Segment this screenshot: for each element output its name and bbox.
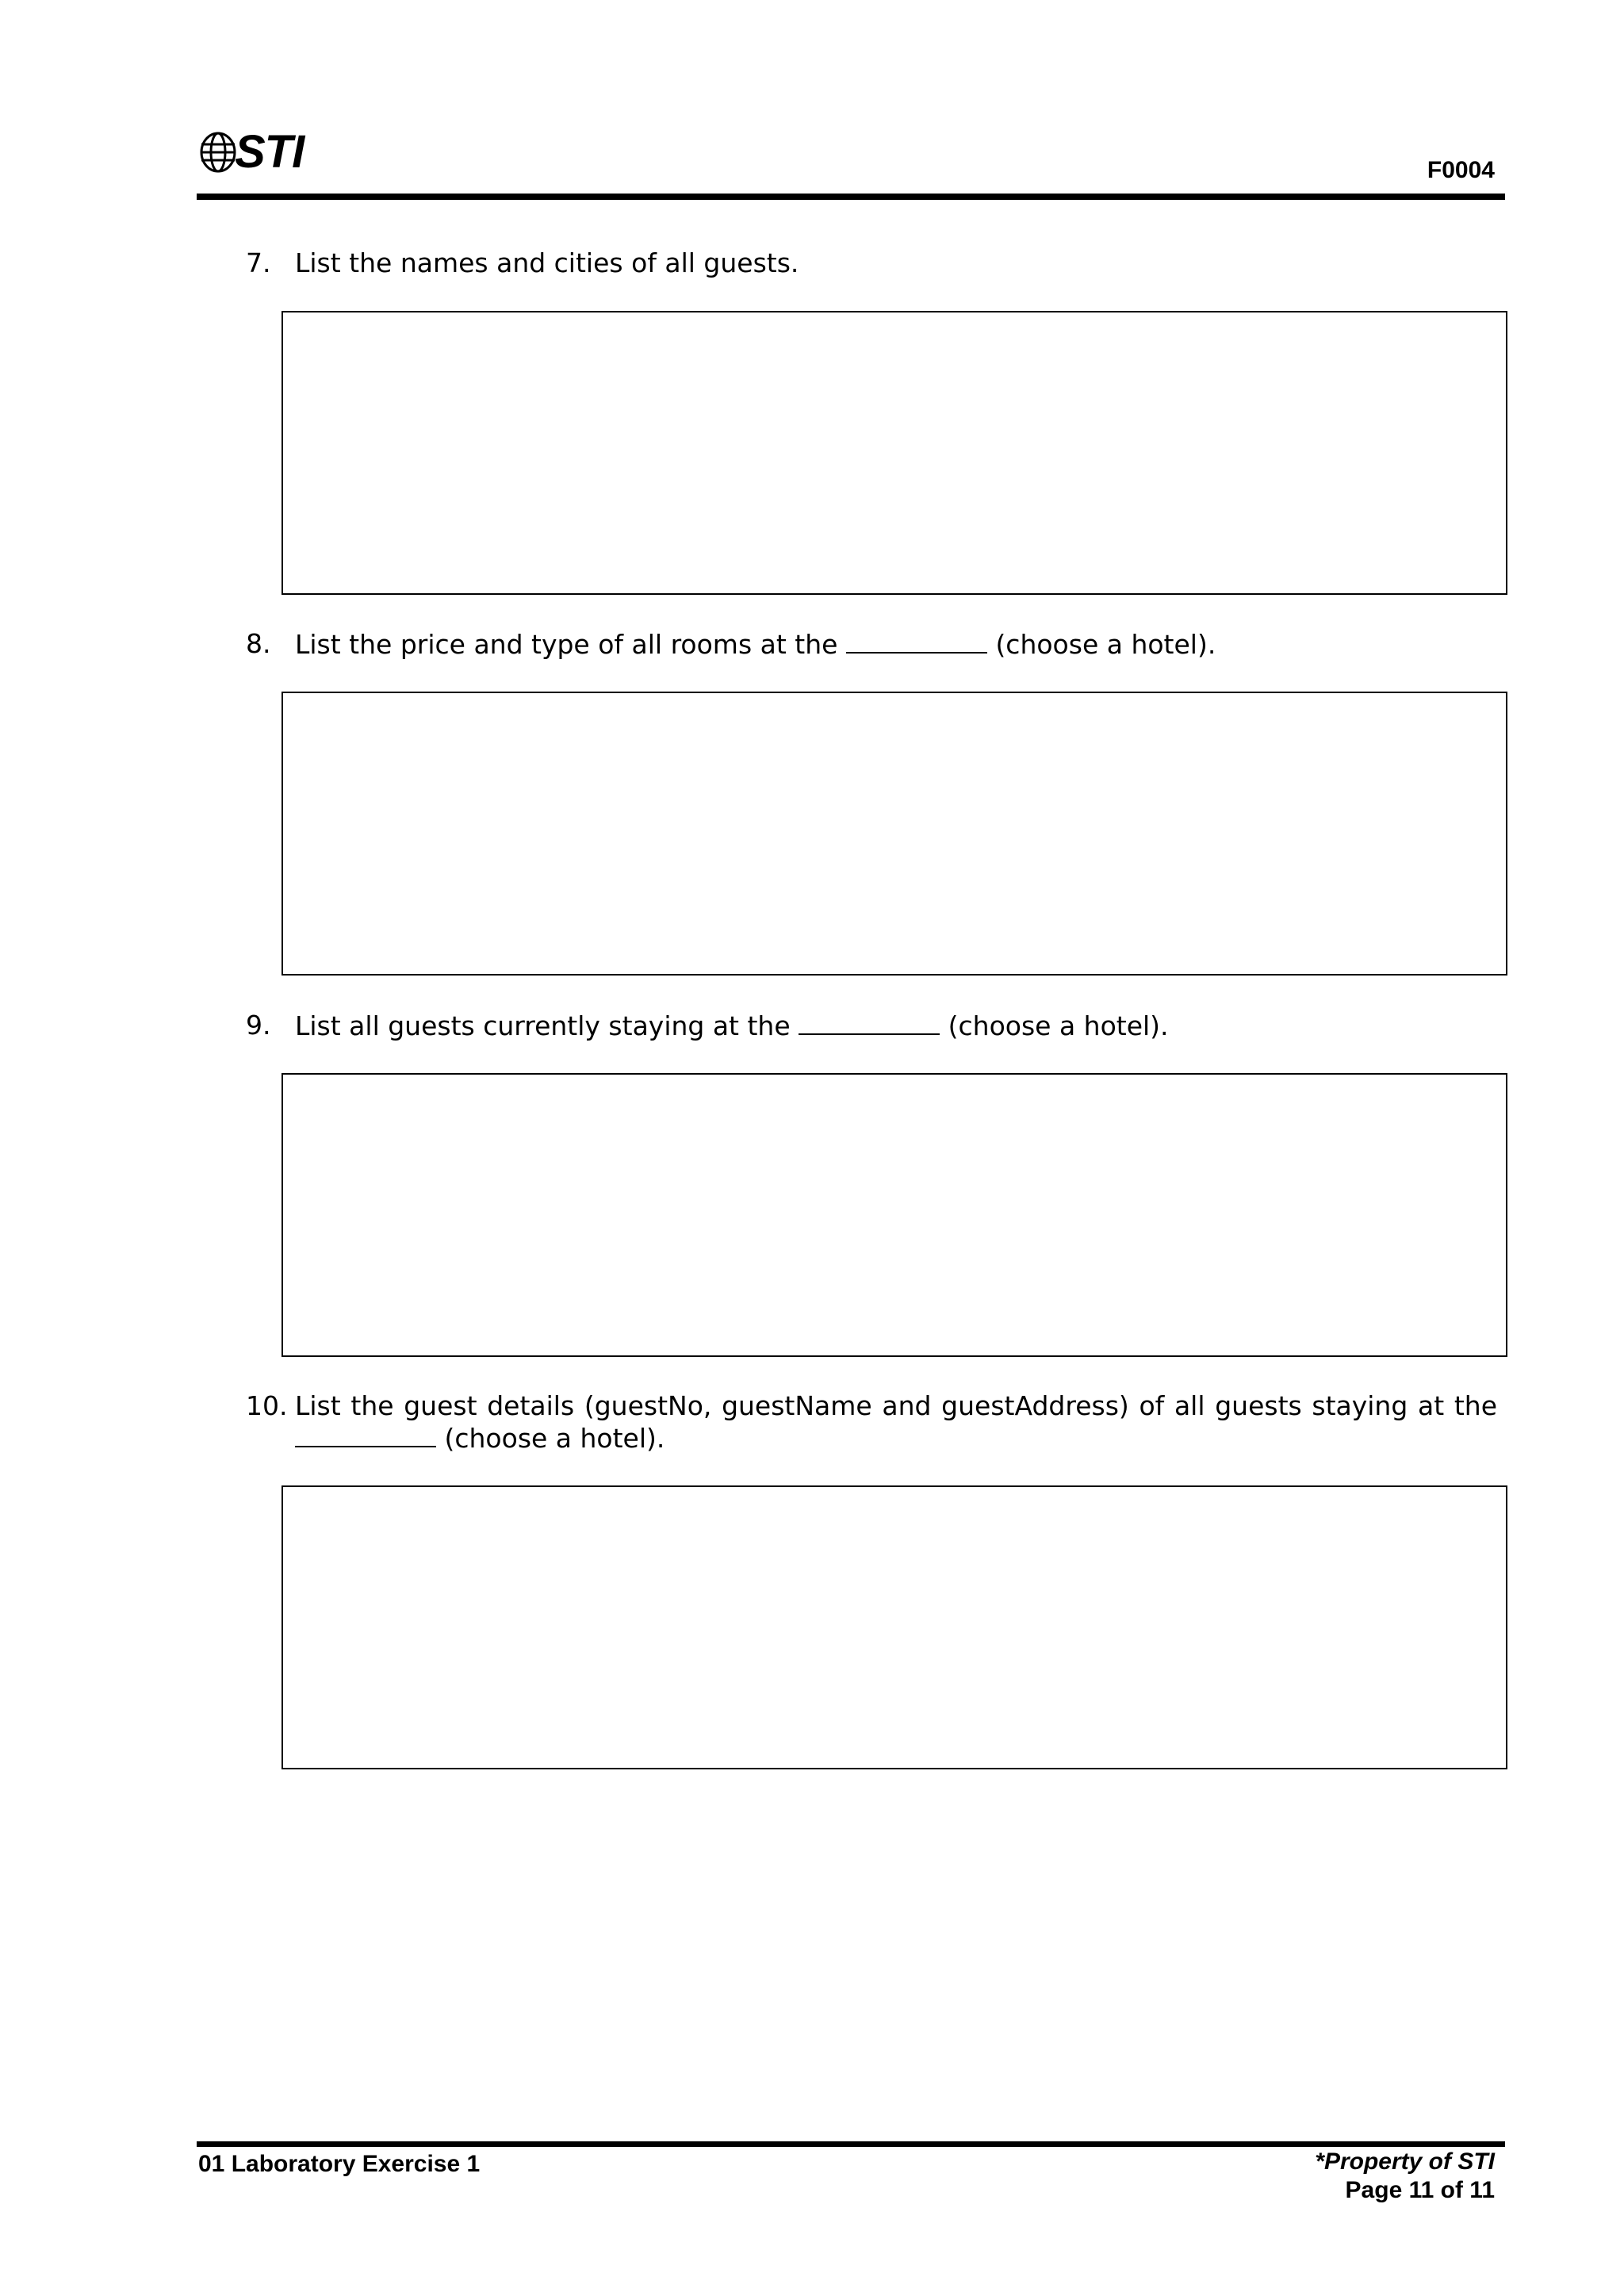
- question-text: List the names and cities of all guests.: [295, 247, 799, 278]
- question-number: 10.: [246, 1390, 288, 1421]
- question-10: [246, 1390, 1497, 1455]
- question-text-before: List all guests currently staying at the: [295, 1010, 791, 1041]
- hotel-blank[interactable]: [846, 628, 987, 654]
- question-text-after: (choose a hotel).: [444, 1423, 665, 1454]
- sti-logo: [198, 127, 304, 178]
- question-text-before: List the price and type of all rooms at the: [295, 629, 838, 660]
- question-text: [295, 1010, 1497, 1042]
- footer-course-title: 01 Laboratory Exercise 1: [198, 2151, 481, 2177]
- answer-box-9[interactable]: [282, 1073, 1507, 1357]
- question-text: [295, 628, 1497, 661]
- hotel-blank[interactable]: [295, 1422, 436, 1447]
- answer-box-8[interactable]: [282, 692, 1507, 976]
- answer-box-10[interactable]: [282, 1485, 1507, 1769]
- question-number: 9.: [246, 1010, 271, 1041]
- question-text: [295, 1390, 1497, 1455]
- question-text-after: (choose a hotel).: [995, 629, 1216, 660]
- question-text-before: List the guest details (guestNo, guestName and guestAddress) of all guests staying at the: [295, 1390, 1497, 1421]
- question-text-after: (choose a hotel).: [948, 1010, 1169, 1041]
- globe-icon: [198, 130, 238, 174]
- footer-rule: [197, 2141, 1505, 2147]
- logo-text: STI: [235, 126, 304, 178]
- header-rule: [197, 194, 1505, 200]
- footer-right: [1315, 2148, 1495, 2205]
- question-7: [246, 247, 1497, 279]
- question-number: 7.: [246, 247, 271, 278]
- hotel-blank[interactable]: [799, 1010, 940, 1035]
- form-code: F0004: [1427, 157, 1495, 183]
- question-9: [246, 1010, 1497, 1042]
- question-8: [246, 628, 1497, 661]
- page-number: Page 11 of 11: [1345, 2177, 1495, 2203]
- property-notice: *Property of STI: [1315, 2148, 1495, 2175]
- answer-box-7[interactable]: [282, 311, 1507, 595]
- question-number: 8.: [246, 628, 271, 659]
